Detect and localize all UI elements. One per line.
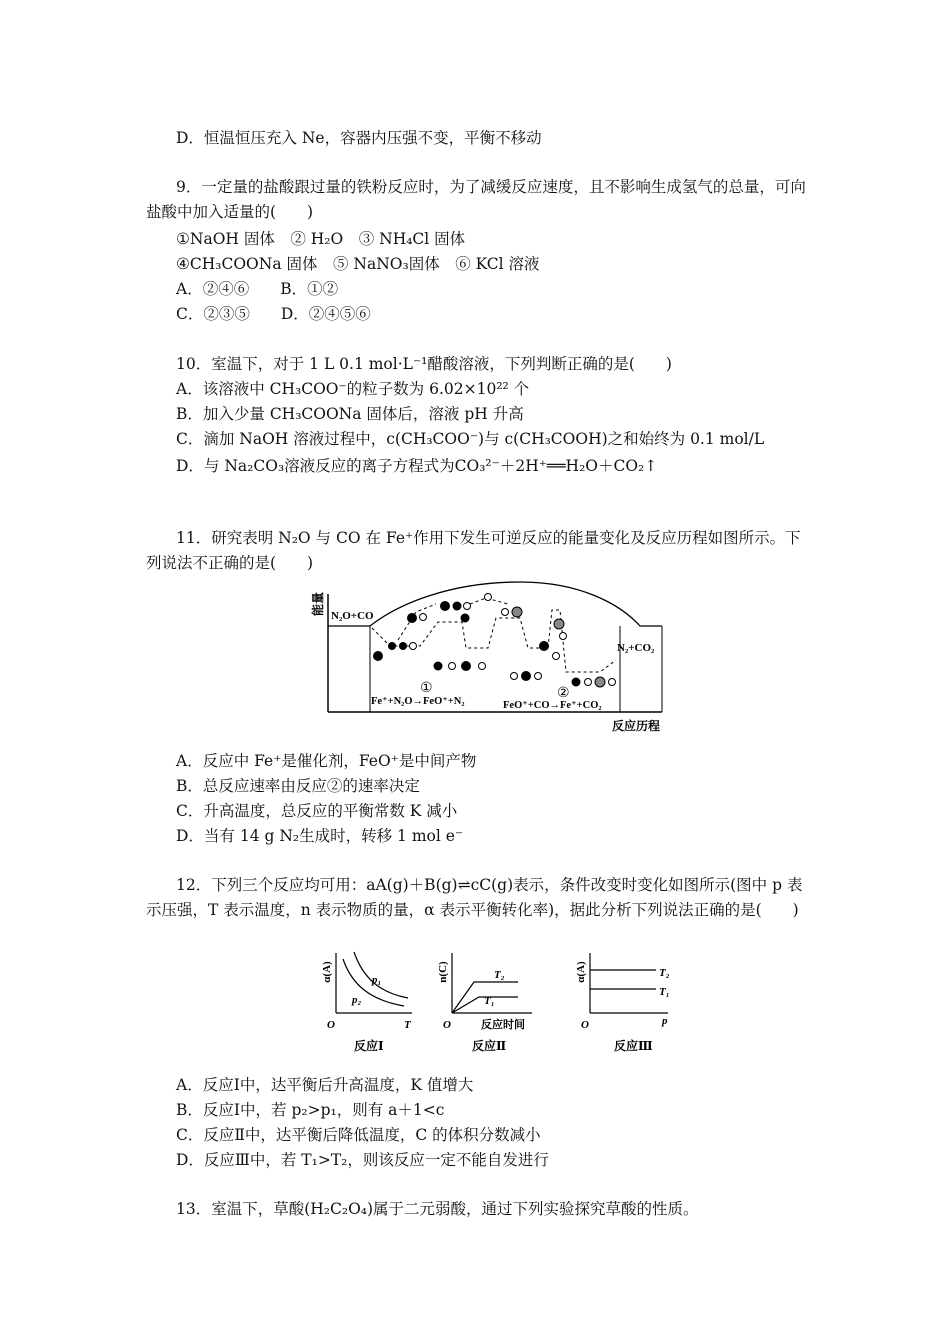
q12-stem: 12．下列三个反应均可用：aA(g)＋B(g)⇌cC(g)表示，条件改变时变化如图所示(图中 p 表示压强，T 表示温度，n 表示物质的量，α 表示平衡转化率)，据此分析下列说法正确的是( ) [146, 876, 803, 919]
graph3-origin: O [581, 1019, 589, 1031]
q10-stem: 10．室温下，对于 1 L 0.1 mol·L⁻¹醋酸溶液，下列判断正确的是( ) [176, 355, 672, 373]
q10-option-d: D．与 Na₂CO₃溶液反应的离子方程式为CO₃²⁻＋2H⁺══H₂O＋CO₂↑ [176, 457, 658, 475]
q11-stem: 11．研究表明 N₂O 与 CO 在 Fe⁺作用下发生可逆反应的能量变化及反应历程如图所示。下列说法不正确的是( ) [146, 529, 801, 572]
q10-option-b: B．加入少量 CH₃COONa 固体后，溶液 pH 升高 [176, 405, 524, 423]
graph3-caption: 反应Ⅲ [614, 1039, 653, 1053]
equilibrium-graphs [310, 945, 690, 1057]
graph3-x-label: p [662, 1015, 668, 1027]
q11-option-c: C．升高温度，总反应的平衡常数 K 减小 [176, 802, 458, 820]
graph2-x-label: 反应时间 [481, 1019, 525, 1031]
q10-option-a: A．该溶液中 CH₃COO⁻的粒子数为 6.02×10²² 个 [176, 380, 530, 398]
q9-stem: 9．一定量的盐酸跟过量的铁粉反应时，为了减缓反应速度，且不影响生成氢气的总量，可向盐酸中加入适量的( ) [146, 178, 806, 221]
graph1-origin: O [327, 1019, 335, 1031]
step2-number: ② [557, 686, 570, 701]
graph3-curve2-label: T₁ [659, 986, 670, 998]
graph3-curve1-label: T₂ [659, 967, 670, 979]
graph1-y-label: α(A) [321, 961, 333, 983]
step1-number: ① [420, 681, 433, 696]
start-state-label: N₂O+CO [331, 610, 374, 622]
q11-option-d: D．当有 14 g N₂生成时，转移 1 mol e⁻ [176, 827, 464, 845]
graph1-curve2-label: p₂ [352, 994, 362, 1006]
graph2-curve1-label: T₂ [494, 969, 505, 981]
graph1-curve1-label: p₁ [372, 974, 382, 986]
q9-options-ab: A．②④⑥ B．①② [176, 280, 339, 298]
q11-option-a: A．反应中 Fe⁺是催化剂，FeO⁺是中间产物 [176, 752, 477, 770]
q12-option-c: C．反应Ⅱ中，达平衡后降低温度，C 的体积分数减小 [176, 1126, 541, 1144]
q9-items-row2: ④CH₃COONa 固体 ⑤ NaNO₃固体 ⑥ KCl 溶液 [176, 255, 540, 273]
step2-equation: FeO⁺+CO→Fe⁺+CO₂ [503, 700, 602, 711]
q11-option-b: B．总反应速率由反应②的速率决定 [176, 777, 420, 795]
energy-profile-figure [300, 578, 680, 738]
graph1-x-label: T [404, 1019, 411, 1031]
y-axis-label: 能量 [311, 591, 325, 617]
graph2-curve2-label: T₁ [484, 995, 495, 1007]
q9-options-cd: C．②③⑤ D．②④⑤⑥ [176, 305, 371, 323]
q12-option-a: A．反应Ⅰ中，达平衡后升高温度，K 值增大 [176, 1076, 474, 1094]
graph2-y-label: n(C) [437, 961, 449, 983]
graph2-origin: O [443, 1019, 451, 1031]
q8-option-d: D．恒温恒压充入 Ne，容器内压强不变，平衡不移动 [176, 129, 542, 147]
q12-option-b: B．反应Ⅰ中，若 p₂>p₁，则有 a＋1<c [176, 1101, 445, 1119]
step1-equation: Fe⁺+N₂O→FeO⁺+N₂ [371, 696, 465, 707]
q12-option-d: D．反应Ⅲ中，若 T₁>T₂，则该反应一定不能自发进行 [176, 1151, 549, 1169]
graph3-y-label: α(A) [575, 961, 587, 983]
q13-stem: 13．室温下，草酸(H₂C₂O₄)属于二元弱酸，通过下列实验探究草酸的性质。 [176, 1200, 699, 1218]
graph1-caption: 反应Ⅰ [354, 1039, 384, 1053]
q9-items-row1: ①NaOH 固体 ② H₂O ③ NH₄Cl 固体 [176, 230, 466, 248]
end-state-label: N₂+CO₂ [617, 642, 655, 654]
q10-option-c: C．滴加 NaOH 溶液过程中，c(CH₃COO⁻)与 c(CH₃COOH)之和始终为 0.1 mol/L [176, 430, 765, 448]
x-axis-label: 反应历程 [612, 719, 661, 733]
graph2-caption: 反应Ⅱ [472, 1039, 507, 1053]
